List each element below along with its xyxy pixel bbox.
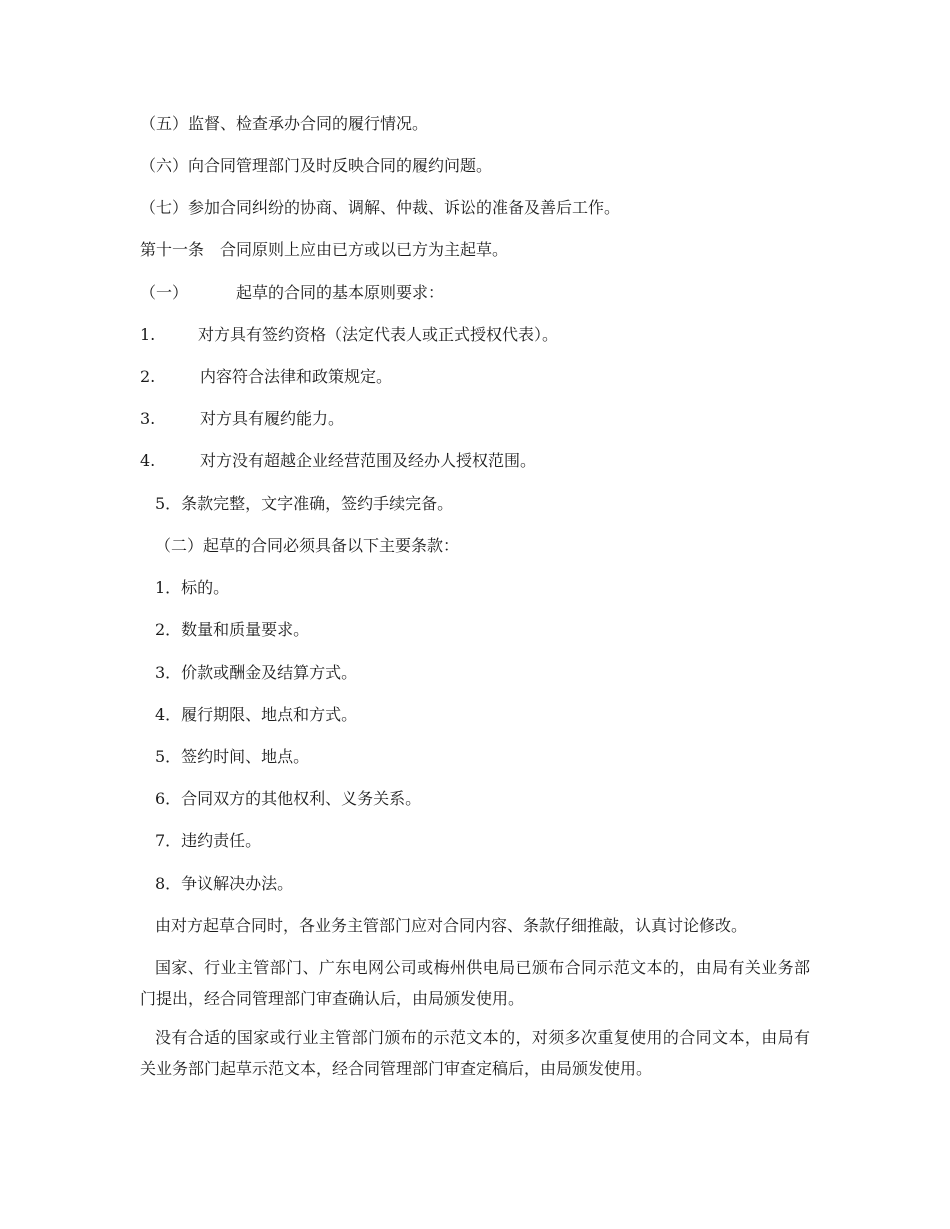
clause-5: 5．签约时间、地点。: [155, 747, 310, 766]
requirement-4-text: 对方没有超越企业经营范围及经办人授权范围。: [200, 451, 537, 470]
item-five: （五）监督、检查承办合同的履行情况。: [140, 114, 429, 133]
clause-8: 8．争议解决办法。: [155, 874, 294, 893]
requirement-3: [140, 408, 344, 430]
requirement-2-text: 内容符合法律和政策规定。: [200, 367, 393, 386]
section-one-heading: [140, 282, 444, 304]
paragraph-template-drafted: 没有合适的国家或行业主管部门颁布的示范文本的，对须多次重复使用的合同文本，由局有关业务部门起草示范文本，经合同管理部门审查定稿后，由局颁发使用。: [140, 1028, 810, 1078]
requirement-3-text: 对方具有履约能力。: [200, 409, 345, 428]
requirement-3-num: 3.: [140, 409, 156, 428]
requirement-5: 5．条款完整，文字准确，签约手续完备。: [155, 494, 454, 513]
section-one-marker: （一）: [140, 283, 189, 302]
clause-3: 3．价款或酬金及结算方式。: [155, 663, 358, 682]
paragraph-drafting: 由对方起草合同时，各业务主管部门应对合同内容、条款仔细推敲，认真讨论修改。: [155, 916, 748, 935]
requirement-4: [140, 450, 536, 472]
item-seven: （七）参加合同纠纷的协商、调解、仲裁、诉讼的准备及善后工作。: [140, 198, 621, 217]
clause-1: 1．标的。: [155, 578, 230, 597]
section-one-text: 起草的合同的基本原则要求：: [236, 283, 445, 302]
requirement-4-num: 4.: [140, 451, 156, 470]
clause-7: 7．违约责任。: [155, 831, 262, 850]
section-two-heading: （二）起草的合同必须具备以下主要条款：: [155, 536, 460, 555]
article-eleven: 第十一条 合同原则上应由已方或以已方为主起草。: [140, 240, 509, 259]
clause-6: 6．合同双方的其他权利、义务关系。: [155, 789, 422, 808]
requirement-1: [140, 324, 558, 346]
clause-2: 2．数量和质量要求。: [155, 620, 310, 639]
clause-4: 4．履行期限、地点和方式。: [155, 705, 358, 724]
requirement-1-num: 1.: [140, 325, 156, 344]
paragraph-template-issued: 国家、行业主管部门、广东电网公司或梅州供电局已颁布合同示范文本的，由局有关业务部门提出，经合同管理部门审查确认后，由局颁发使用。: [140, 958, 810, 1008]
requirement-2: [140, 366, 392, 388]
requirement-1-text: 对方具有签约资格（法定代表人或正式授权代表）。: [198, 325, 559, 344]
item-six: （六）向合同管理部门及时反映合同的履约问题。: [140, 156, 493, 175]
requirement-2-num: 2.: [140, 367, 156, 386]
